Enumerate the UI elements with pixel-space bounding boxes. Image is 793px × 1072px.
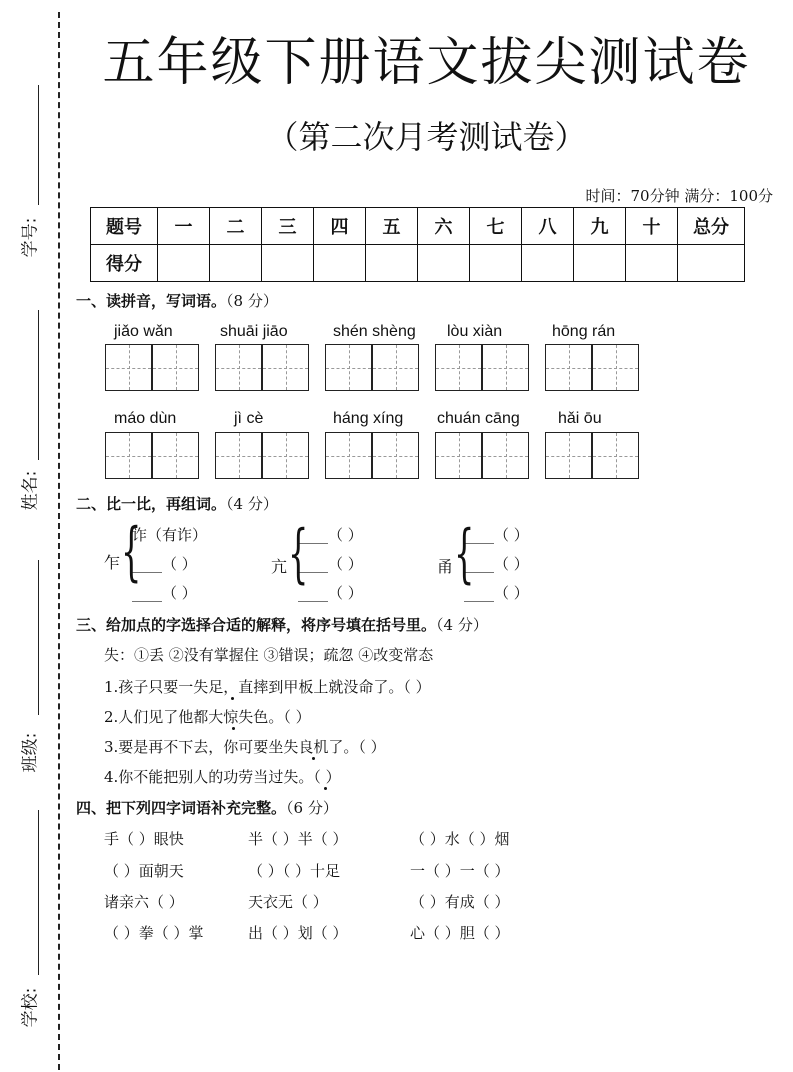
idiom-blank[interactable]: 天衣无（ ） [248,893,328,911]
page-subtitle: （第二次月考测试卷） [266,118,587,156]
score-cell[interactable] [210,245,262,282]
question-item: 3.要是再不下去，你可要坐失良机了。（ ） [104,738,386,756]
score-cell[interactable] [158,245,210,282]
compare-character: 乍 [104,553,121,572]
writing-grid-box[interactable] [262,432,309,479]
section-4-title [76,797,338,818]
section-title-text: 四、把下列四字词语补充完整。 [76,799,287,817]
idiom-blank[interactable]: （ ）水（ ）烟 [410,830,510,848]
table-header-cell: 六 [418,208,470,245]
emphasis-dot [231,697,234,700]
section-points: （8 分） [226,292,278,310]
writing-grid-box[interactable] [592,344,639,391]
page-title: 五年级下册语文拔尖测试卷 [102,33,751,93]
section-title-text: 二、比一比，再组词。 [76,495,227,513]
table-header-cell: 八 [522,208,574,245]
writing-grid-box[interactable] [215,344,262,391]
section-points: （4 分） [226,495,278,513]
score-cell[interactable] [678,245,745,282]
table-header-cell: 总分 [678,208,745,245]
score-cell[interactable] [470,245,522,282]
writing-grid-box[interactable] [545,432,592,479]
section-3-title [76,614,488,635]
writing-grid-box[interactable] [372,344,419,391]
idiom-blank[interactable]: 半（ ）半（ ） [248,830,348,848]
writing-grid-box[interactable] [482,432,529,479]
writing-grid-box[interactable] [545,344,592,391]
table-header-cell: 十 [626,208,678,245]
idiom-blank[interactable]: 出（ ）划（ ） [248,924,348,942]
section-title-text: 一、读拼音，写词语。 [76,292,227,310]
score-table [90,207,745,282]
pinyin-label: hōng rán [552,323,616,340]
writing-grid-box[interactable] [325,344,372,391]
score-cell[interactable] [418,245,470,282]
student-id-label: 学号: [20,217,41,258]
table-header-cell: 二 [210,208,262,245]
score-cell[interactable] [626,245,678,282]
table-header-cell: 题号 [91,208,158,245]
section-points: （4 分） [436,616,488,634]
emphasis-dot [232,727,235,730]
writing-grid-box[interactable] [262,344,309,391]
compare-character: 甬 [437,557,454,576]
writing-grid-box[interactable] [105,432,152,479]
table-header-cell: 五 [366,208,418,245]
time-info: 时间：70分钟 满分：100分 [585,187,773,205]
name-line [38,310,39,460]
score-table-header-row [91,208,745,245]
pinyin-label: lòu xiàn [447,323,503,340]
pinyin-label: háng xíng [333,410,404,427]
writing-grid-box[interactable] [105,344,152,391]
class-line [38,560,39,715]
word-blank[interactable]: ____（ ） [464,555,529,573]
table-header-cell: 九 [574,208,626,245]
word-blank[interactable]: ____（ ） [464,584,529,602]
writing-grid-box[interactable] [435,432,482,479]
idiom-blank[interactable]: 一（ ）一（ ） [410,862,510,880]
brace-icon: { [121,515,142,589]
writing-grid-box[interactable] [372,432,419,479]
score-cell[interactable] [262,245,314,282]
word-blank[interactable]: ____（ ） [298,555,363,573]
section-1-title [76,290,278,311]
writing-grid-box[interactable] [592,432,639,479]
table-header-cell: 四 [314,208,366,245]
question-item: 4.你不能把别人的功劳当过失。（ ） [104,768,341,786]
emphasis-dot [312,757,315,760]
idiom-blank[interactable]: （ ）（ ）十足 [248,862,341,880]
pinyin-label: shuāi jiāo [220,323,288,340]
binding-dashed-line [58,12,60,1070]
idiom-blank[interactable]: （ ）拳（ ）掌 [104,924,204,942]
class-label: 班级: [20,732,41,773]
table-header-cell: 一 [158,208,210,245]
student-id-line [38,85,39,205]
name-label: 姓名: [20,470,41,511]
question-item: 1.孩子只要一失足，直摔到甲板上就没命了。（ ） [104,678,431,696]
writing-grid-box[interactable] [482,344,529,391]
writing-grid-box[interactable] [152,344,199,391]
idiom-blank[interactable]: （ ）面朝天 [104,862,184,880]
writing-grid-box[interactable] [152,432,199,479]
question-item: 2.人们见了他都大惊失色。（ ） [104,708,311,726]
word-blank[interactable]: ____（ ） [298,526,363,544]
writing-grid-box[interactable] [325,432,372,479]
idiom-blank[interactable]: 心（ ）胆（ ） [410,924,510,942]
writing-grid-box[interactable] [435,344,482,391]
pinyin-label: hǎi ōu [558,410,602,427]
score-row-label: 得分 [91,245,158,282]
word-example: 诈（有诈） [132,526,208,544]
section-title-text: 三、给加点的字选择合适的解释，将序号填在括号里。 [76,616,437,634]
pinyin-label: jiǎo wǎn [114,323,173,340]
table-header-cell: 七 [470,208,522,245]
score-cell[interactable] [522,245,574,282]
table-header-cell: 三 [262,208,314,245]
emphasis-dot [324,787,327,790]
score-table-score-row [91,245,745,282]
pinyin-label: jì cè [234,410,264,427]
score-cell[interactable] [574,245,626,282]
idiom-blank[interactable]: 手（ ）眼快 [104,830,184,848]
section-2-title [76,493,278,514]
writing-grid-box[interactable] [215,432,262,479]
brace-icon: { [288,517,309,591]
pinyin-label: máo dùn [114,410,177,427]
idiom-blank[interactable]: 诸亲六（ ） [104,893,184,911]
compare-character: 亢 [271,557,288,576]
definition-options: 失：①丢 ②没有掌握住 ③错误；疏忽 ④改变常态 [104,646,434,664]
word-blank[interactable]: ____（ ） [132,584,197,602]
pinyin-label: chuán cāng [437,410,520,427]
word-blank[interactable]: ____（ ） [298,584,363,602]
word-blank[interactable]: ____（ ） [132,555,197,573]
score-cell[interactable] [366,245,418,282]
score-cell[interactable] [314,245,366,282]
pinyin-label: shén shèng [333,323,416,340]
brace-icon: { [454,517,475,591]
section-points: （6 分） [286,799,338,817]
school-label: 学校: [20,987,41,1028]
idiom-blank[interactable]: （ ）有成（ ） [410,893,510,911]
word-blank[interactable]: ____（ ） [464,526,529,544]
school-line [38,810,39,975]
